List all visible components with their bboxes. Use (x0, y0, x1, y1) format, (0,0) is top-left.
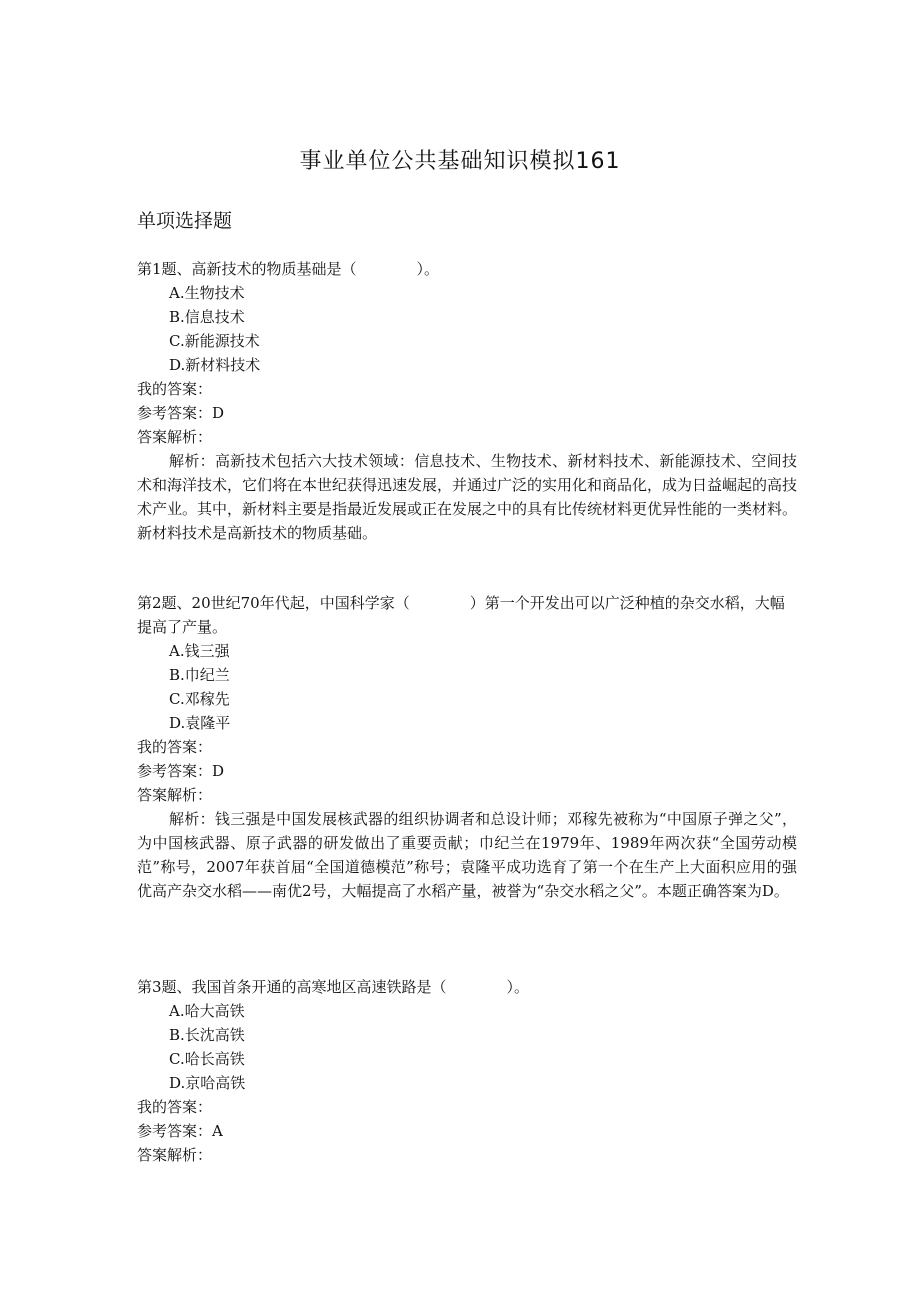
option-a: A.钱三强 (169, 642, 230, 660)
reference-answer: 参考答案：D (137, 404, 225, 422)
option-b: B.长沈高铁 (169, 1026, 245, 1044)
my-answer: 我的答案： (137, 380, 213, 398)
section-heading: 单项选择题 (137, 210, 233, 232)
analysis-label: 答案解析： (137, 1146, 213, 1164)
question-stem: 第1题、高新技术的物质基础是（ ）。 (137, 260, 440, 278)
option-b: B.信息技术 (169, 308, 245, 326)
option-d: D.新材料技术 (169, 356, 261, 374)
option-c: C.哈长高铁 (169, 1050, 245, 1068)
analysis-label: 答案解析： (137, 428, 213, 446)
option-d: D.袁隆平 (169, 714, 231, 732)
question-1 (137, 257, 797, 545)
option-d: D.京哈高铁 (169, 1074, 246, 1092)
analysis-text: 解析：钱三强是中国发展核武器的组织协调者和总设计师；邓稼先被称为“中国原子弹之父”，为中国核武器、原子武器的研发做出了重要贡献；巾纪兰在1979年、1989年两次获“全国劳动模范”称号，2007年获首届“全国道德模范”称号；袁隆平成功选育了第一个在生产上大面积应用的强优高产杂交水稻——南优2号，大幅提高了水稻产量，被誉为“杂交水稻之父”。本题正确答案为D。 (137, 810, 797, 900)
question-2 (137, 591, 797, 903)
my-answer: 我的答案： (137, 1098, 213, 1116)
analysis-text: 解析：高新技术包括六大技术领域：信息技术、生物技术、新材料技术、新能源技术、空间技术和海洋技术，它们将在本世纪获得迅速发展，并通过广泛的实用化和商品化，成为日益崛起的高技术产业。其中，新材料主要是指最近发展或正在发展之中的具有比传统材料更优异性能的一类材料。新材料技术是高新技术的物质基础。 (137, 452, 798, 542)
question-stem: 第3题、我国首条开通的高寒地区高速铁路是（ ）。 (137, 978, 530, 996)
question-3 (137, 975, 797, 1167)
option-c: C.新能源技术 (169, 332, 260, 350)
question-stem: 第2题、20世纪70年代起，中国科学家（ ）第一个开发出可以广泛种植的杂交水稻，大幅提高了产量。 (137, 594, 785, 636)
option-b: B.巾纪兰 (169, 666, 230, 684)
option-c: C.邓稼先 (169, 690, 230, 708)
option-a: A.哈大高铁 (169, 1002, 245, 1020)
reference-answer: 参考答案：A (137, 1122, 223, 1140)
analysis-label: 答案解析： (137, 786, 213, 804)
my-answer: 我的答案： (137, 738, 213, 756)
reference-answer: 参考答案：D (137, 762, 225, 780)
page-title: 事业单位公共基础知识模拟161 (299, 149, 621, 174)
option-a: A.生物技术 (169, 284, 245, 302)
